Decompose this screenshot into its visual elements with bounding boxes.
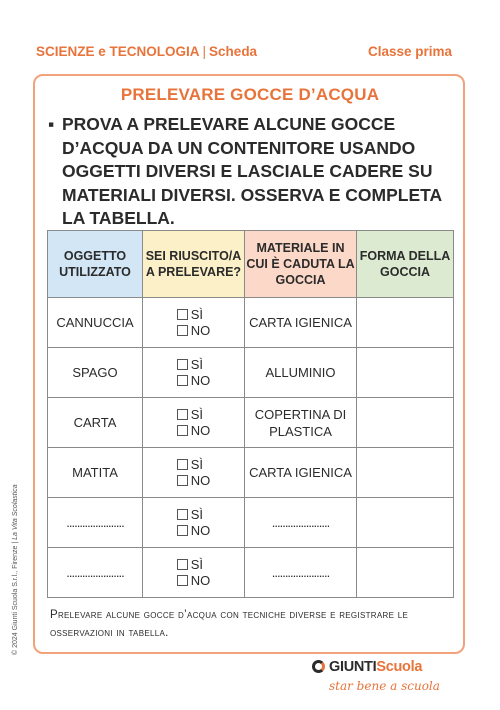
shape-cell[interactable]	[357, 298, 454, 348]
checkbox-yes[interactable]	[177, 359, 188, 370]
checkbox-no[interactable]	[177, 425, 188, 436]
no-label: NO	[190, 572, 211, 588]
copyright-text: © 2024 Giunti Scuola S.r.l., Firenze |	[12, 539, 19, 655]
header-shape: FORMA DELLA GOCCIA	[357, 231, 454, 298]
checkbox-no[interactable]	[177, 475, 188, 486]
sheet-type-label: Scheda	[209, 44, 258, 59]
checkbox-yes[interactable]	[177, 509, 188, 520]
giunti-logo-icon	[312, 660, 325, 673]
magazine-name: La Vita Scolastica	[12, 484, 19, 540]
copyright-notice	[12, 484, 19, 655]
checkbox-no[interactable]	[177, 375, 188, 386]
checkbox-no[interactable]	[177, 525, 188, 536]
table-row	[48, 398, 454, 448]
material-blank[interactable]: ......................	[245, 498, 357, 548]
yes-label: SÌ	[190, 506, 204, 522]
brand-name	[329, 659, 422, 675]
instruction-text: PROVA A PRELEVARE ALCUNE GOCCE D’ACQUA DA UN CONTENITORE USANDO OGGETTI DIVERSI E LASCIALE CADERE SU MATERIALI DIVERSI. OSSERVA E COMPLETA LA TABELLA.	[62, 114, 442, 228]
table-row	[48, 448, 454, 498]
table-header-row	[48, 231, 454, 298]
table-row	[48, 298, 454, 348]
checkbox-no[interactable]	[177, 575, 188, 586]
material-cell: CARTA IGIENICA	[245, 448, 357, 498]
checkbox-yes[interactable]	[177, 309, 188, 320]
choice-cell	[143, 498, 245, 548]
choice-cell	[143, 398, 245, 448]
no-label: NO	[190, 422, 211, 438]
subject-heading	[36, 44, 257, 59]
teacher-note: Prelevare alcune gocce d’acqua con tecniche diverse e registrare le osservazioni in tabella.	[50, 609, 409, 639]
yes-label: SÌ	[190, 556, 204, 572]
object-cell: CARTA	[48, 398, 143, 448]
header-success: SEI RIUSCITO/A A PRELEVARE?	[143, 231, 245, 298]
object-blank[interactable]: ......................	[48, 498, 143, 548]
shape-cell[interactable]	[357, 348, 454, 398]
shape-cell[interactable]	[357, 448, 454, 498]
header-material: MATERIALE IN CUI È CADUTA LA GOCCIA	[245, 231, 357, 298]
no-label: NO	[190, 322, 211, 338]
no-label: NO	[190, 522, 211, 538]
object-blank[interactable]: ......................	[48, 548, 143, 598]
object-cell: SPAGO	[48, 348, 143, 398]
object-cell: MATITA	[48, 448, 143, 498]
header-separator: |	[202, 44, 207, 59]
choice-cell	[143, 298, 245, 348]
no-label: NO	[190, 472, 211, 488]
checkbox-yes[interactable]	[177, 559, 188, 570]
material-blank[interactable]: ......................	[245, 548, 357, 598]
no-label: NO	[190, 372, 211, 388]
table-row	[48, 348, 454, 398]
checkbox-yes[interactable]	[177, 459, 188, 470]
choice-cell	[143, 348, 245, 398]
material-cell: CARTA IGIENICA	[245, 298, 357, 348]
choice-cell	[143, 548, 245, 598]
shape-cell[interactable]	[357, 398, 454, 448]
object-cell: CANNUCCIA	[48, 298, 143, 348]
subject-label: SCIENZE e TECNOLOGIA	[36, 44, 200, 59]
brand-part-a: GIUNTI	[329, 659, 377, 675]
worksheet-title: PRELEVARE GOCCE D’ACQUA	[120, 85, 380, 104]
shape-cell[interactable]	[357, 548, 454, 598]
brand-part-b: Scuola	[376, 659, 423, 675]
table-row	[48, 498, 454, 548]
yes-label: SÌ	[190, 406, 204, 422]
page-header	[36, 44, 452, 62]
header-object: OGGETTO UTILIZZATO	[48, 231, 143, 298]
instruction-block	[48, 113, 458, 231]
checkbox-no[interactable]	[177, 325, 188, 336]
class-label: Classe prima	[367, 44, 452, 59]
yes-label: SÌ	[190, 456, 204, 472]
choice-cell	[143, 448, 245, 498]
bullet-icon: ▪	[48, 114, 55, 134]
brand-tagline: star bene a scuola	[329, 679, 440, 693]
publisher-logo	[312, 659, 452, 695]
yes-label: SÌ	[190, 356, 204, 372]
shape-cell[interactable]	[357, 498, 454, 548]
table-row	[48, 548, 454, 598]
checkbox-yes[interactable]	[177, 409, 188, 420]
observation-table	[47, 230, 454, 598]
material-cell: ALLUMINIO	[245, 348, 357, 398]
yes-label: SÌ	[190, 306, 204, 322]
material-cell: COPERTINA DI PLASTICA	[245, 398, 357, 448]
